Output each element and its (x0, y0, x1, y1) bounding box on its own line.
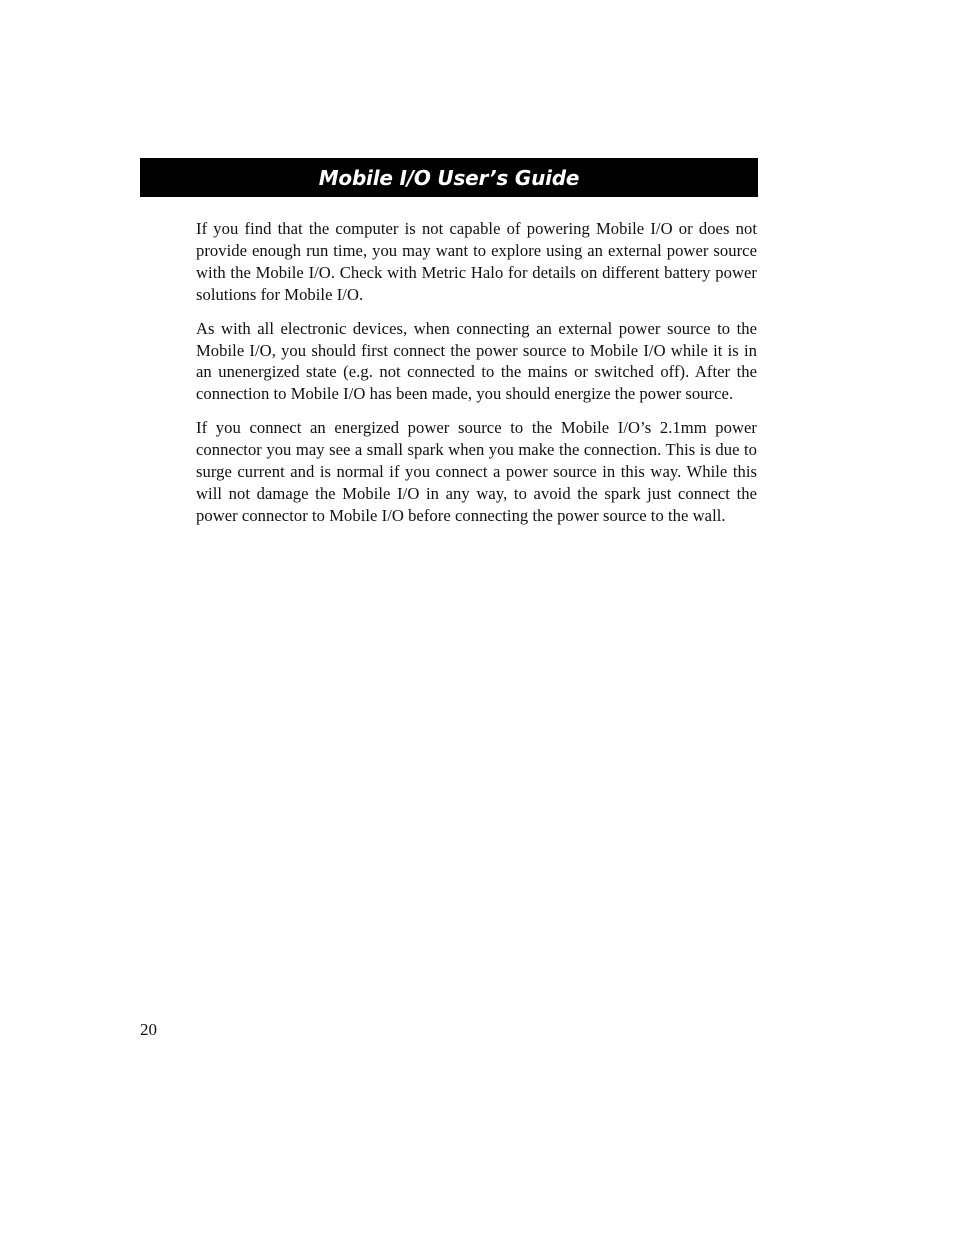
page-number: 20 (140, 1020, 157, 1039)
paragraph-2: As with all electronic devices, when connecting an external power source to the Mobile I/O, you should first connect the power source to Mobile I/O while it is in an unenergized state (e.g. not connected to the mains or switched off). After the connection to Mobile I/O has been made, you should energize the power source. (196, 318, 757, 404)
paragraph-3: If you connect an energized power source to the Mobile I/O’s 2.1mm power connector you may see a small spark when you make the connection. This is due to surge current and is normal if you connect a power source in this way. While this will not damage the Mobile I/O in any way, to avoid the spark just connect the power connector to Mobile I/O before connecting the power source to the wall. (196, 418, 757, 525)
page-title: Mobile I/O User’s Guide (318, 165, 580, 190)
header-bar (140, 158, 758, 197)
body-text (196, 218, 757, 539)
paragraph-1: If you find that the computer is not capable of powering Mobile I/O or does not provide enough run time, you may want to explore using an external power source with the Mobile I/O. Check with Metric Halo for details on different battery power solutions for Mobile I/O. (196, 219, 757, 304)
